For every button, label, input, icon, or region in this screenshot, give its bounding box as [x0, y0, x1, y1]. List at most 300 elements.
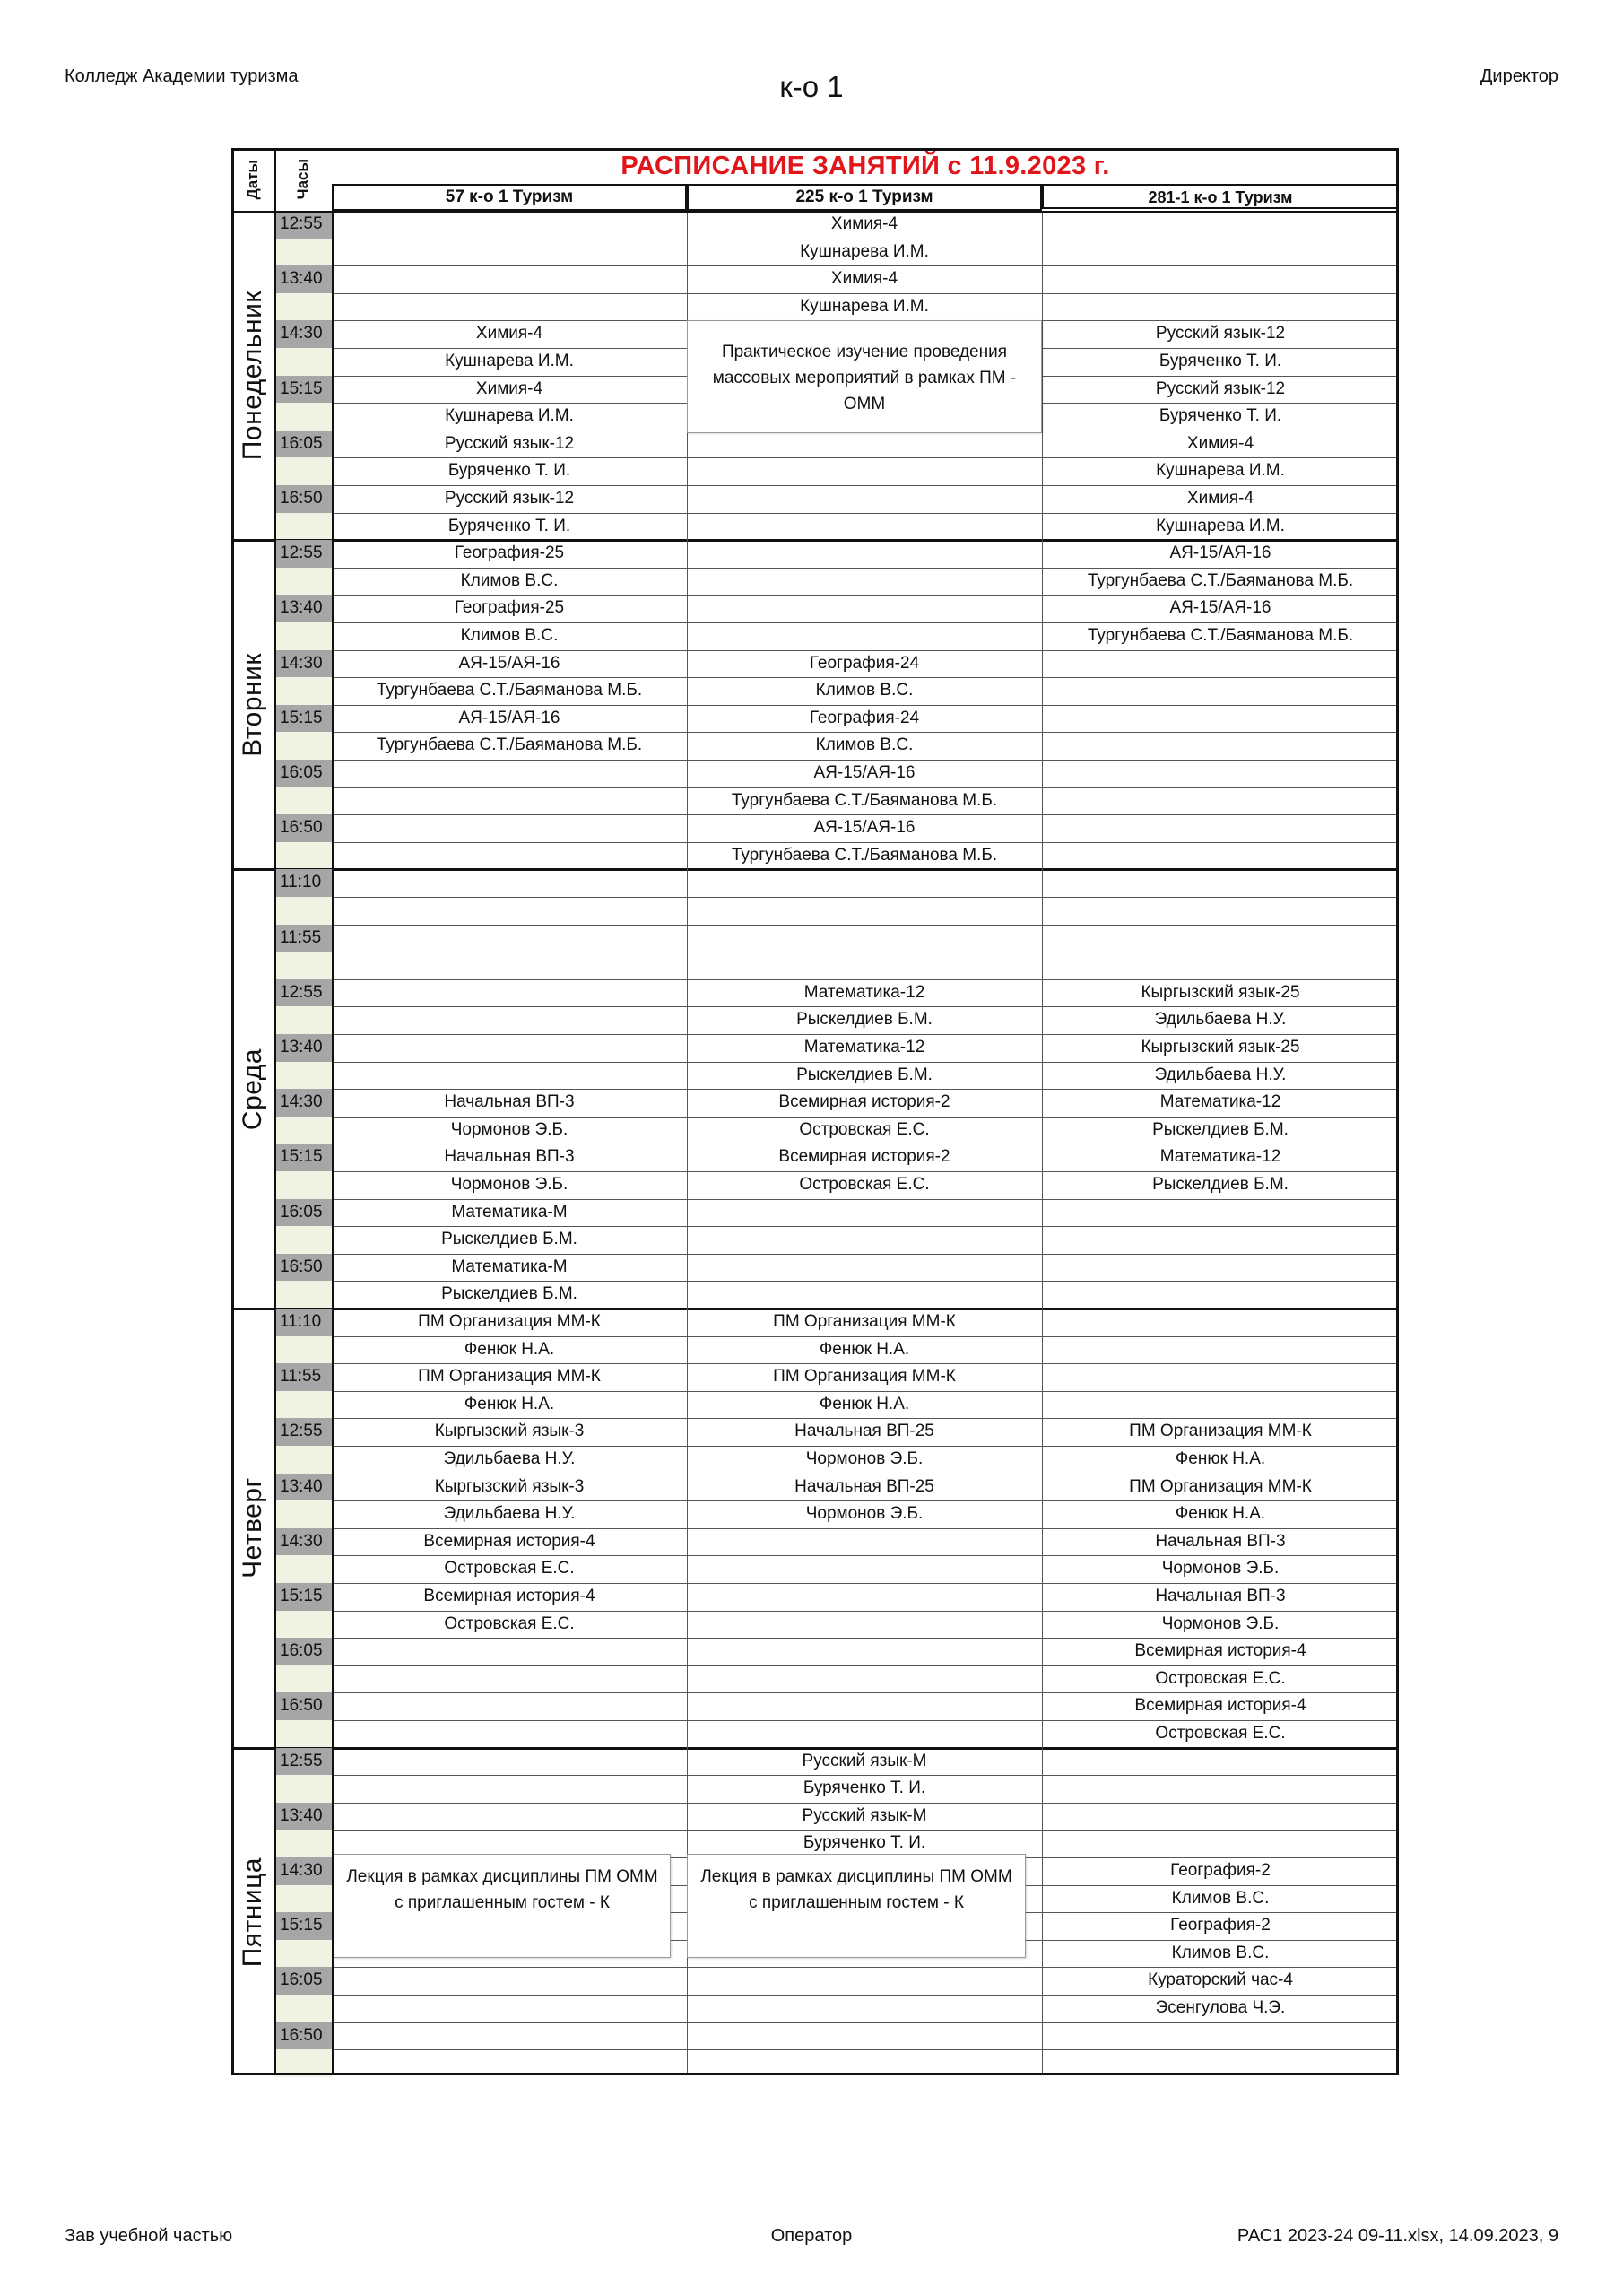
lesson-teacher: Тургунбаева С.Т./Баяманова М.Б.: [1087, 570, 1354, 590]
day-label: [231, 540, 274, 869]
day-label: [231, 1309, 274, 1748]
lesson-teacher: [687, 1226, 1042, 1254]
time-slot: 16:50: [280, 2025, 323, 2045]
note-friday-225: Лекция в рамках дисциплины ПМ ОММ с приглашенным гостем - К: [687, 1854, 1026, 1958]
lesson-subject: География-24: [809, 708, 920, 727]
lesson-subject: Математика-12: [1159, 1147, 1281, 1167]
lesson-subject: Русский язык-12: [1155, 378, 1286, 398]
time-slot: 14:30: [280, 1861, 323, 1880]
lesson-subject: Начальная ВП-25: [794, 1422, 934, 1441]
lesson-teacher: Тургунбаева С.Т./Баяманова М.Б.: [731, 845, 998, 865]
time-shade-bottom: [274, 1775, 332, 1803]
lesson-teacher: [1042, 1281, 1399, 1309]
row-divider: [332, 1062, 1399, 1063]
column-divider: [274, 148, 276, 2075]
time-shade-bottom: [274, 1995, 332, 2022]
row-divider: [231, 211, 1399, 213]
lesson-teacher: [332, 1995, 687, 2022]
lesson-subject: [1042, 650, 1399, 678]
time-slot: 11:10: [280, 1312, 322, 1331]
lesson-subject: [332, 1748, 687, 1776]
lesson-teacher: [332, 842, 687, 870]
lesson-subject: [332, 2022, 687, 2050]
time-shade-bottom: [274, 677, 332, 705]
row-divider: [332, 677, 1399, 678]
time-shade-bottom: [274, 787, 332, 815]
lesson-teacher: Островская Е.С.: [1155, 1724, 1286, 1743]
time-shade-bottom: [274, 568, 332, 596]
lesson-subject: [1042, 814, 1399, 842]
lesson-teacher: Фенюк Н.А.: [464, 1339, 555, 1359]
lesson-teacher: Климов В.С.: [815, 735, 914, 755]
lesson-teacher: Фенюк Н.А.: [819, 1394, 910, 1413]
lesson-teacher: Буряченко Т. И.: [803, 1833, 926, 1853]
lesson-teacher: Островская Е.С.: [444, 1559, 575, 1578]
row-divider: [332, 622, 1399, 623]
time-slot: 16:05: [280, 1641, 323, 1661]
lesson-subject: Всемирная история-4: [1134, 1641, 1306, 1661]
row-divider: [332, 1555, 1399, 1556]
group-header-2: 225 к-о 1 Туризм: [687, 184, 1042, 211]
lesson-teacher: Чормонов Э.Б.: [1161, 1613, 1280, 1633]
lesson-teacher: Эдильбаева Н.У.: [443, 1449, 576, 1468]
row-divider: [332, 1775, 1399, 1776]
time-slot: 16:50: [280, 489, 323, 508]
lesson-subject: [1042, 705, 1399, 733]
lesson-teacher: Тургунбаева С.Т./Баяманова М.Б.: [376, 735, 643, 755]
lesson-teacher: [332, 1006, 687, 1034]
lesson-subject: Русский язык-12: [1155, 324, 1286, 344]
lesson-subject: Всемирная история-4: [1134, 1696, 1306, 1716]
time-shade-bottom: [274, 952, 332, 979]
row-divider: [332, 897, 1399, 898]
lesson-subject: Химия-4: [1186, 433, 1254, 453]
row-divider: [332, 787, 1399, 788]
time-slot: 12:55: [280, 544, 323, 563]
time-slot: 15:15: [280, 1587, 323, 1605]
lesson-teacher: Чормонов Э.Б.: [805, 1504, 924, 1524]
time-slot: 16:50: [280, 1257, 323, 1276]
lesson-teacher: Кушнарева И.М.: [1156, 461, 1285, 481]
lesson-subject: [687, 869, 1042, 897]
lesson-teacher: [332, 1720, 687, 1748]
lesson-subject: [1042, 760, 1399, 787]
time-shade-bottom: [274, 513, 332, 541]
time-shade-bottom: [274, 1555, 332, 1583]
lesson-subject: [332, 869, 687, 897]
row-divider: [332, 1720, 1399, 1721]
lesson-subject: [1042, 2022, 1399, 2050]
lesson-teacher: Кушнарева И.М.: [445, 406, 574, 426]
time-shade-bottom: [274, 1611, 332, 1639]
lesson-teacher: [687, 1611, 1042, 1639]
row-divider: [332, 1226, 1399, 1227]
lesson-teacher: [332, 952, 687, 979]
lesson-teacher: [687, 952, 1042, 979]
lesson-teacher: [687, 1720, 1042, 1748]
footer-right: РАС1 2023-24 09-11.xlsx, 14.09.2023, 9: [1237, 2226, 1558, 2246]
lesson-subject: ПМ Организация ММ-К: [773, 1312, 956, 1331]
dates-label: Даты: [244, 159, 261, 200]
time-shade-bottom: [274, 622, 332, 650]
lesson-subject: Начальная ВП-3: [444, 1147, 575, 1167]
lesson-teacher: Островская Е.С.: [1155, 1668, 1286, 1688]
time-shade-bottom: [274, 2049, 332, 2077]
row-divider: [332, 1117, 1399, 1118]
time-shade-bottom: [274, 1006, 332, 1034]
time-shade-bottom: [274, 1830, 332, 1857]
lesson-teacher: [1042, 952, 1399, 979]
header-center: к-о 1: [779, 70, 844, 103]
lesson-subject: Начальная ВП-3: [1155, 1587, 1286, 1605]
time-slot: 15:15: [280, 1147, 323, 1167]
time-shade-bottom: [274, 897, 332, 925]
lesson-subject: Математика-12: [803, 1038, 925, 1057]
day-name: Понедельник: [238, 291, 267, 461]
time-slot: 13:40: [280, 598, 323, 618]
lesson-teacher: [1042, 1226, 1399, 1254]
lesson-subject: [332, 211, 687, 239]
time-shade-bottom: [274, 239, 332, 266]
row-divider: [332, 1281, 1399, 1282]
lesson-teacher: [332, 1775, 687, 1803]
time-shade-bottom: [274, 403, 332, 430]
lesson-subject: География-24: [809, 653, 920, 673]
time-shade-bottom: [274, 1885, 332, 1913]
lesson-teacher: Климов В.С.: [815, 681, 914, 700]
row-divider: [332, 293, 1399, 294]
lesson-subject: [1042, 869, 1399, 897]
lesson-subject: АЯ-15/АЯ-16: [458, 708, 560, 727]
lesson-teacher: [687, 622, 1042, 650]
day-name: Пятница: [238, 1857, 267, 1968]
lesson-teacher: Чормонов Э.Б.: [805, 1449, 924, 1468]
time-slot: 11:55: [280, 927, 322, 947]
lesson-teacher: [1042, 1391, 1399, 1419]
lesson-teacher: [1042, 897, 1399, 925]
note-monday-225: Практическое изучение проведения массовых мероприятий в рамках ПМ - ОММ: [687, 320, 1042, 433]
lesson-subject: [1042, 1309, 1399, 1336]
lesson-teacher: Чормонов Э.Б.: [450, 1175, 568, 1194]
time-shade-bottom: [274, 1062, 332, 1090]
time-slot: 13:40: [280, 1038, 323, 1057]
lesson-teacher: Буряченко Т. И.: [447, 461, 571, 481]
lesson-subject: ПМ Организация ММ-К: [773, 1367, 956, 1387]
lesson-teacher: [687, 897, 1042, 925]
time-slot: 11:10: [280, 873, 322, 892]
row-divider: [332, 568, 1399, 569]
time-shade-bottom: [274, 1720, 332, 1748]
time-slot: 12:55: [280, 982, 323, 1002]
time-slot: 12:55: [280, 1751, 323, 1770]
lesson-teacher: Кушнарева И.М.: [1156, 516, 1285, 535]
lesson-subject: [1042, 211, 1399, 239]
lesson-teacher: Рыскелдиев Б.М.: [441, 1284, 577, 1304]
lesson-teacher: Тургунбаева С.Т./Баяманова М.Б.: [1087, 626, 1354, 645]
time-shade-bottom: [274, 1171, 332, 1199]
lesson-subject: Химия-4: [475, 378, 543, 398]
time-slot: 16:05: [280, 1202, 323, 1222]
lesson-teacher: Климов В.С.: [460, 570, 559, 590]
lesson-subject: Кураторский час-4: [1148, 1970, 1293, 1990]
lesson-teacher: Тургунбаева С.Т./Баяманова М.Б.: [731, 790, 998, 810]
lesson-teacher: Эдильбаева Н.У.: [443, 1504, 576, 1524]
lesson-subject: Химия-4: [1186, 489, 1254, 508]
lesson-teacher: [1042, 787, 1399, 815]
lesson-subject: Кыргызский язык-25: [1141, 982, 1300, 1002]
time-slot: 13:40: [280, 1476, 323, 1496]
day-label: [231, 869, 274, 1309]
time-shade-bottom: [274, 1665, 332, 1693]
lesson-subject: [687, 1254, 1042, 1282]
lesson-subject: Кыргызский язык-3: [434, 1422, 585, 1441]
lesson-teacher: Кушнарева И.М.: [800, 296, 929, 316]
lesson-subject: [687, 1583, 1042, 1611]
lesson-subject: ПМ Организация ММ-К: [418, 1367, 601, 1387]
lesson-teacher: Эдильбаева Н.У.: [1154, 1010, 1287, 1030]
row-divider: [332, 732, 1399, 733]
row-divider: [332, 1611, 1399, 1612]
schedule-title: РАСПИСАНИЕ ЗАНЯТИЙ с 11.9.2023 г.: [621, 152, 1110, 180]
lesson-subject: [1042, 1199, 1399, 1227]
time-slot: 12:55: [280, 214, 323, 233]
lesson-teacher: [687, 1281, 1042, 1309]
lesson-teacher: Кушнарева И.М.: [800, 241, 929, 261]
lesson-subject: [332, 265, 687, 293]
row-divider: [332, 2049, 1399, 2050]
lesson-subject: Начальная ВП-3: [1155, 1531, 1286, 1551]
lesson-subject: [687, 540, 1042, 568]
row-divider: [332, 1171, 1399, 1172]
time-slot: 16:50: [280, 1696, 323, 1716]
lesson-teacher: Эсенгулова Ч.Э.: [1155, 1998, 1286, 2017]
group-header-3: 281-1 к-о 1 Туризм: [1042, 184, 1399, 209]
lesson-teacher: [332, 787, 687, 815]
lesson-subject: [687, 2022, 1042, 2050]
column-divider: [332, 211, 334, 2075]
lesson-subject: АЯ-15/АЯ-16: [813, 818, 916, 838]
time-shade-bottom: [274, 842, 332, 870]
time-shade-bottom: [274, 1281, 332, 1309]
lesson-teacher: [332, 897, 687, 925]
lesson-teacher: [1042, 2049, 1399, 2077]
lesson-teacher: Рыскелдиев Б.М.: [796, 1010, 933, 1030]
lesson-teacher: [1042, 1336, 1399, 1364]
lesson-subject: [332, 1638, 687, 1665]
lesson-subject: Начальная ВП-3: [444, 1092, 575, 1112]
time-slot: 14:30: [280, 653, 323, 673]
time-shade-bottom: [274, 1117, 332, 1144]
time-shade-bottom: [274, 1446, 332, 1474]
lesson-subject: [1042, 1803, 1399, 1831]
lesson-teacher: Буряченко Т. И.: [1159, 352, 1282, 370]
lesson-subject: Химия-4: [830, 214, 898, 233]
time-shade-bottom: [274, 732, 332, 760]
time-slot: 14:30: [280, 1531, 323, 1551]
dates-column-header: [231, 148, 274, 211]
lesson-subject: АЯ-15/АЯ-16: [1169, 544, 1271, 563]
time-slot: 13:40: [280, 1805, 323, 1825]
lesson-subject: ПМ Организация ММ-К: [418, 1312, 601, 1331]
lesson-subject: [1042, 1363, 1399, 1391]
lesson-subject: ПМ Организация ММ-К: [1129, 1476, 1312, 1496]
note-friday-57: Лекция в рамках дисциплины ПМ ОММ с приглашенным гостем - К: [334, 1854, 671, 1958]
lesson-teacher: [687, 2049, 1042, 2077]
time-slot: 13:40: [280, 269, 323, 289]
row-divider: [332, 1500, 1399, 1501]
column-divider: [1042, 211, 1043, 2075]
lesson-subject: Всемирная история-2: [778, 1147, 950, 1167]
row-divider: [332, 457, 1399, 458]
column-divider: [687, 211, 688, 2075]
lesson-subject: Русский язык-М: [802, 1751, 927, 1770]
lesson-subject: Всемирная история-4: [423, 1531, 595, 1551]
time-slot: 15:15: [280, 1916, 323, 1935]
lesson-teacher: [332, 1062, 687, 1090]
lesson-subject: ПМ Организация ММ-К: [1129, 1422, 1312, 1441]
footer-left: Зав учебной частью: [65, 2226, 233, 2246]
lesson-teacher: Рыскелдиев Б.М.: [796, 1065, 933, 1084]
lesson-subject: АЯ-15/АЯ-16: [1169, 598, 1271, 618]
group-header-1: 57 к-о 1 Туризм: [332, 184, 687, 211]
time-slot: 14:30: [280, 324, 323, 344]
lesson-teacher: [1042, 677, 1399, 705]
time-slot: 16:50: [280, 818, 323, 838]
time-shade-bottom: [274, 1500, 332, 1528]
time-shade-bottom: [274, 348, 332, 376]
lesson-teacher: [1042, 239, 1399, 266]
lesson-subject: [1042, 1254, 1399, 1282]
lesson-teacher: Рыскелдиев Б.М.: [1152, 1175, 1289, 1194]
lesson-subject: [687, 485, 1042, 513]
lesson-subject: [332, 925, 687, 952]
lesson-subject: АЯ-15/АЯ-16: [458, 653, 560, 673]
lesson-teacher: Эдильбаева Н.У.: [1154, 1065, 1287, 1084]
time-slot: 14:30: [280, 1092, 323, 1112]
lesson-teacher: [1042, 732, 1399, 760]
lesson-subject: [687, 1967, 1042, 1995]
lesson-teacher: Буряченко Т. И.: [803, 1779, 926, 1798]
lesson-subject: Всемирная история-4: [423, 1587, 595, 1605]
time-shade-bottom: [274, 457, 332, 485]
lesson-teacher: Буряченко Т. И.: [1159, 406, 1282, 426]
lesson-teacher: Климов В.С.: [1171, 1888, 1270, 1908]
time-shade-bottom: [274, 1391, 332, 1419]
lesson-teacher: Островская Е.С.: [444, 1613, 575, 1633]
lesson-teacher: Рыскелдиев Б.М.: [1152, 1119, 1289, 1139]
lesson-teacher: Буряченко Т. И.: [447, 516, 571, 535]
lesson-teacher: [687, 1995, 1042, 2022]
day-label: [231, 1748, 274, 2077]
time-slot: 11:55: [280, 1367, 322, 1387]
lesson-subject: [332, 1692, 687, 1720]
lesson-subject: АЯ-15/АЯ-16: [813, 763, 916, 782]
lesson-subject: [687, 1199, 1042, 1227]
hours-column-header: [274, 148, 332, 211]
lesson-teacher: Чормонов Э.Б.: [1161, 1559, 1280, 1578]
lesson-teacher: [687, 513, 1042, 541]
row-divider: [332, 1665, 1399, 1666]
day-name: Вторник: [238, 652, 267, 757]
lesson-teacher: Фенюк Н.А.: [819, 1339, 910, 1359]
lesson-teacher: Рыскелдиев Б.М.: [441, 1230, 577, 1249]
lesson-subject: [1042, 265, 1399, 293]
day-name: Четверг: [238, 1477, 267, 1579]
row-divider: [332, 1446, 1399, 1447]
lesson-subject: Математика-М: [451, 1257, 568, 1276]
lesson-subject: Математика-12: [803, 982, 925, 1002]
lesson-teacher: Фенюк Н.А.: [464, 1394, 555, 1413]
lesson-teacher: Кушнарева И.М.: [445, 352, 574, 370]
lesson-subject: [332, 1967, 687, 1995]
lesson-subject: [332, 979, 687, 1007]
day-name: Среда: [238, 1048, 267, 1130]
lesson-teacher: Фенюк Н.А.: [1175, 1449, 1266, 1468]
row-divider: [332, 513, 1399, 514]
time-slot: 15:15: [280, 708, 323, 727]
lesson-teacher: [332, 239, 687, 266]
lesson-subject: Математика-М: [451, 1202, 568, 1222]
lesson-teacher: Климов В.С.: [1171, 1943, 1270, 1962]
lesson-subject: Русский язык-М: [802, 1805, 927, 1825]
time-slot: 12:55: [280, 1422, 323, 1441]
lesson-teacher: Островская Е.С.: [799, 1175, 930, 1194]
footer-center: Оператор: [770, 2226, 853, 2246]
time-shade-bottom: [274, 293, 332, 321]
time-shade-bottom: [274, 1226, 332, 1254]
lesson-teacher: Климов В.С.: [460, 626, 559, 645]
lesson-teacher: [687, 1665, 1042, 1693]
lesson-subject: Начальная ВП-25: [794, 1476, 934, 1496]
lesson-subject: География-25: [454, 598, 565, 618]
lesson-subject: [687, 925, 1042, 952]
lesson-teacher: [687, 1555, 1042, 1583]
row-divider: [332, 1391, 1399, 1392]
lesson-subject: Всемирная история-2: [778, 1092, 950, 1112]
time-slot: 15:15: [280, 378, 323, 398]
schedule-table: [231, 148, 1399, 2075]
lesson-subject: [687, 595, 1042, 622]
lesson-subject: Кыргызский язык-3: [434, 1476, 585, 1496]
time-shade-bottom: [274, 1336, 332, 1364]
lesson-teacher: [1042, 1830, 1399, 1857]
lesson-subject: Математика-12: [1159, 1092, 1281, 1112]
lesson-subject: География-25: [454, 544, 565, 563]
lesson-subject: [687, 1638, 1042, 1665]
lesson-subject: [687, 1528, 1042, 1556]
lesson-subject: География-2: [1170, 1861, 1271, 1880]
lesson-subject: [332, 814, 687, 842]
lesson-teacher: [332, 2049, 687, 2077]
lesson-subject: [687, 1692, 1042, 1720]
time-shade-bottom: [274, 1940, 332, 1968]
lesson-subject: [1042, 925, 1399, 952]
row-divider: [332, 1995, 1399, 1996]
lesson-subject: [332, 1034, 687, 1062]
hours-label: Часы: [294, 159, 311, 200]
row-divider: [332, 1336, 1399, 1337]
header-right: Директор: [1480, 66, 1558, 86]
day-label: [231, 211, 274, 540]
lesson-teacher: [687, 457, 1042, 485]
lesson-subject: [1042, 1748, 1399, 1776]
lesson-subject: [332, 1803, 687, 1831]
lesson-subject: [332, 760, 687, 787]
lesson-teacher: Островская Е.С.: [799, 1119, 930, 1139]
lesson-teacher: [1042, 1775, 1399, 1803]
lesson-subject: Химия-4: [830, 269, 898, 289]
lesson-subject: Русский язык-12: [444, 433, 575, 453]
